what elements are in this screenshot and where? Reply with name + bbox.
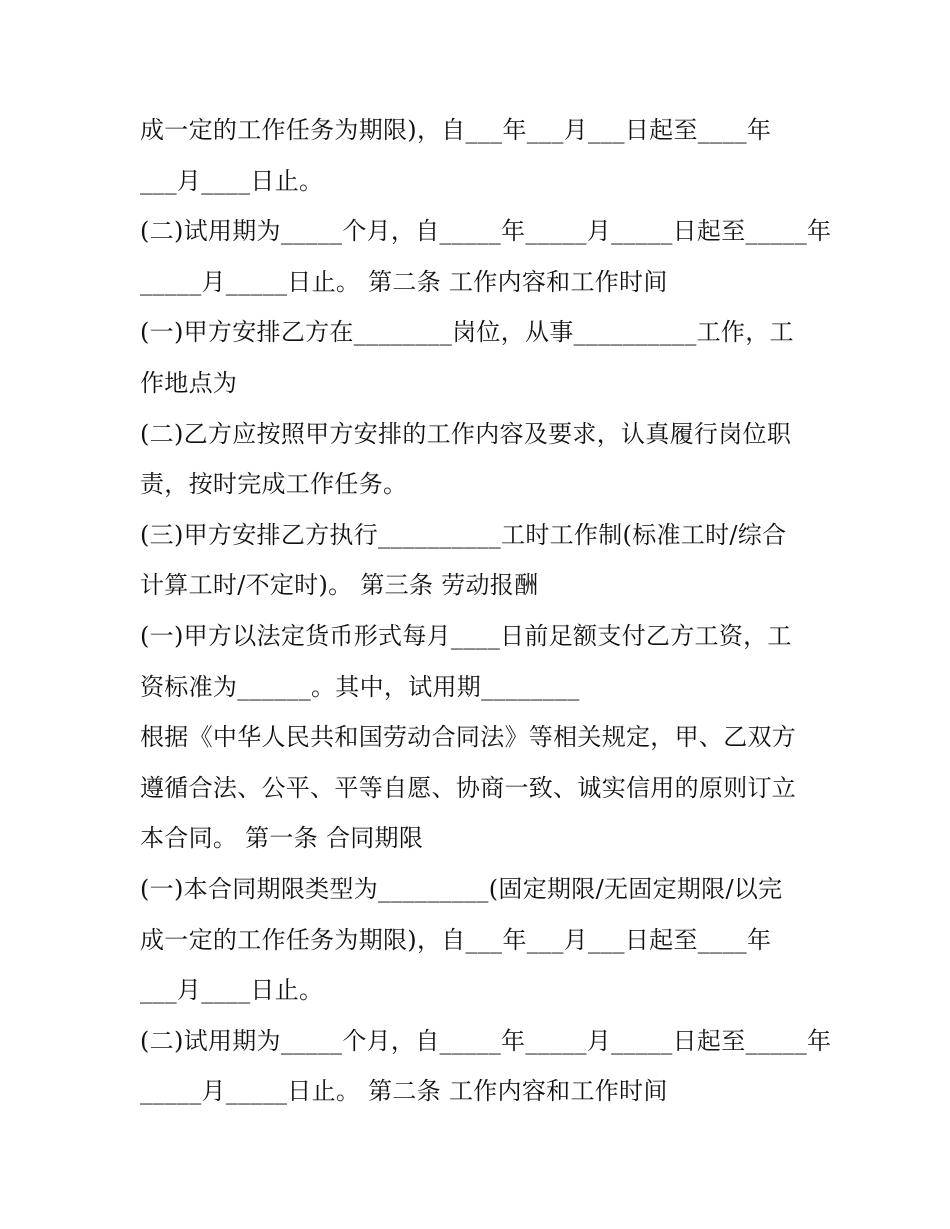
text-line: 作地点为 [140,368,238,397]
text-line: _____月_____日止。 第二条 工作内容和工作时间 [140,1077,668,1106]
text-line: _____月_____日止。 第二条 工作内容和工作时间 [140,267,668,296]
text-line: ___月____日止。 [140,976,324,1005]
text-line: 遵循合法、公平、平等自愿、协商一致、诚实信用的原则订立 [140,773,797,802]
text-line: 资标准为______。其中，试用期________ [140,672,580,701]
text-line: 本合同。 第一条 合同期限 [140,824,424,853]
text-line: 计算工时/不定时)。 第三条 劳动报酬 [140,571,539,600]
text-line: ___月____日止。 [140,166,324,195]
text-line: (二)试用期为_____个月，自_____年_____月_____日起至_____年 [140,1026,832,1055]
text-line: (二)试用期为_____个月，自_____年_____月_____日起至_____年 [140,217,832,246]
text-line: (二)乙方应按照甲方安排的工作内容及要求，认真履行岗位职 [140,419,792,448]
text-line: 责，按时完成工作任务。 [140,470,408,499]
text-line: 成一定的工作任务为期限)，自___年___月___日起至____年 [140,925,772,954]
text-line: 根据《中华人民共和国劳动合同法》等相关规定，甲、乙双方 [140,723,797,752]
document-body [140,105,832,1117]
text-line: (一)本合同期限类型为_________(固定期限/无固定期限/以完 [140,874,783,903]
text-line: (一)甲方安排乙方在________岗位，从事__________工作，工 [140,318,794,347]
text-line: (一)甲方以法定货币形式每月____日前足额支付乙方工资，工 [140,621,792,650]
text-line: 成一定的工作任务为期限)，自___年___月___日起至____年 [140,116,772,144]
text-line: (三)甲方安排乙方执行__________工时工作制(标准工时/综合 [140,520,787,549]
